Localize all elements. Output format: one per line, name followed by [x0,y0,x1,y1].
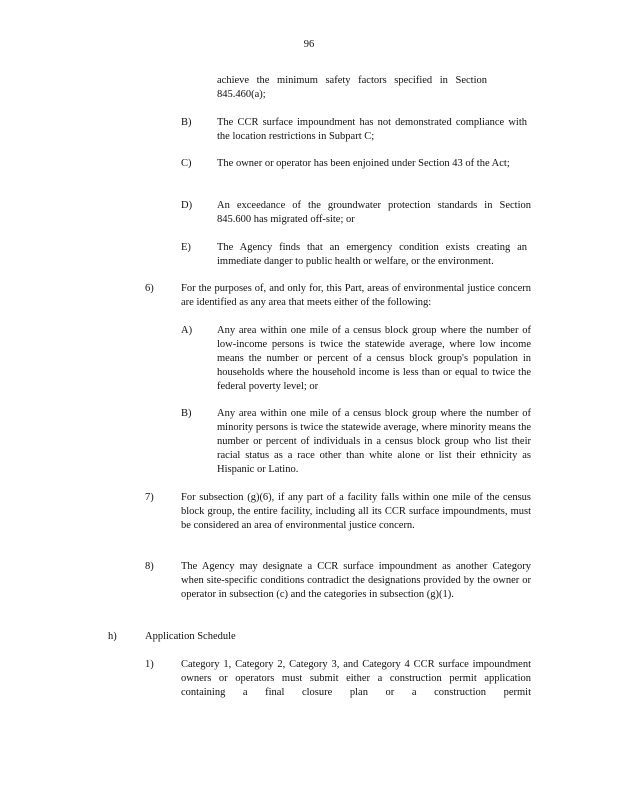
item-6b-label: B) [181,408,192,419]
item-b-label: B) [181,117,192,128]
item-d-label: D) [181,200,193,211]
item-c-text: The owner or operator has been enjoined under Section 43 of the Act; [217,158,510,169]
item-6a-text: Any area within one mile of a census block group where the number of low-income persons is twice the statewide average, where low income means the number or percent of a census block group's population in households where the household income is less than or equal to twice the federal poverty level; or [217,325,531,392]
item-6b-text: Any area within one mile of a census block group where the number of minority persons is twice the statewide average, where minority means the number or percent of individuals in a census block group who list their racial status as a race other than white alone or list their ethnicity as Hispanic or Latino. [217,408,531,475]
item-e-text: The Agency finds that an emergency condition exists creating an immediate danger to public health or welfare, or the environment. [217,242,527,267]
item-8-text: The Agency may designate a CCR surface impoundment as another Category when site-specific conditions contradict the designations provided by the owner or operator in subsection (c) and the categories in subsection (g)(1). [181,561,531,600]
item-h1-label: 1) [145,659,154,670]
item-h-label: h) [108,631,117,642]
item-d-text: An exceedance of the groundwater protection standards in Section 845.600 has migrated off-site; or [217,200,531,225]
item-b-text: The CCR surface impoundment has not demonstrated compliance with the location restrictions in Subpart C; [217,117,527,142]
item-7-label: 7) [145,492,154,503]
item-6-text: For the purposes of, and only for, this Part, areas of environmental justice concern are identified as any area that meets either of the following: [181,283,531,308]
item-c-label: C) [181,158,192,169]
item-h1-text: Category 1, Category 2, Category 3, and Category 4 CCR surface impoundment owners or operators must submit either a construction permit application containing a final closure plan or a construction permit [181,659,531,698]
continuation-text: achieve the minimum safety factors specified in Section 845.460(a); [217,75,487,100]
item-h-heading: Application Schedule [145,631,236,642]
item-e-label: E) [181,242,191,253]
item-8-label: 8) [145,561,154,572]
page-number: 96 [303,39,315,50]
item-6a-label: A) [181,325,193,336]
item-6-label: 6) [145,283,154,294]
item-7-text: For subsection (g)(6), if any part of a facility falls within one mile of the census block group, the entire facility, including all its CCR surface impoundments, must be considered an area of environmental justice concern. [181,492,531,531]
